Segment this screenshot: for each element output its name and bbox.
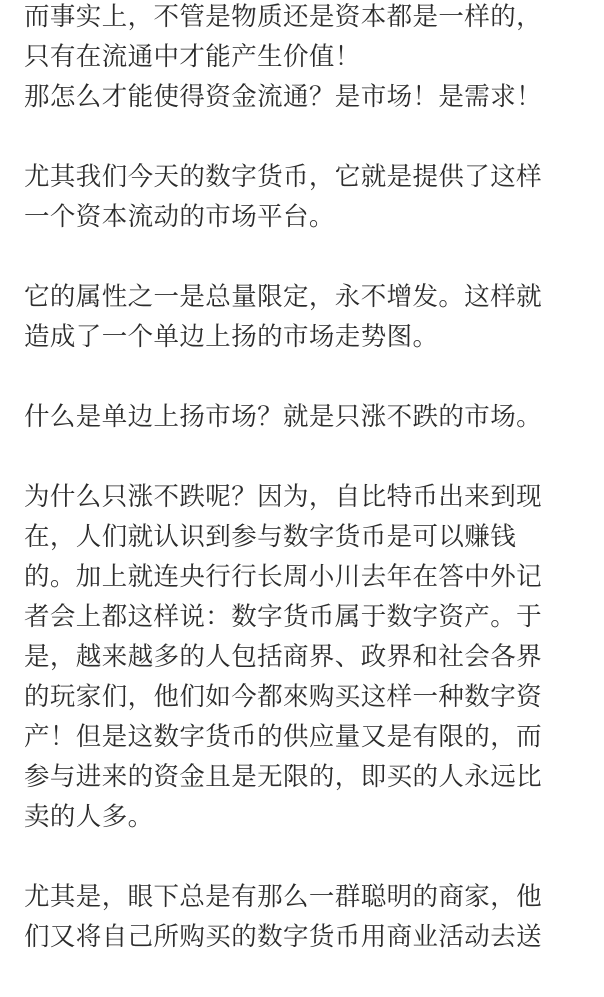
text-line: 在，人们就认识到参与数字货币是可以赚钱 — [24, 522, 517, 552]
paragraph-1 — [24, 0, 586, 117]
article-body — [24, 0, 586, 997]
text-line: 卖的人多。 — [24, 802, 154, 832]
text-line: 们又将自己所购买的数字货币用商业活动去送 — [24, 922, 543, 952]
text-line: 而事实上，不管是物质还是资本都是一样的， — [24, 2, 543, 32]
paragraph-6 — [24, 877, 586, 957]
text-line: 为什么只涨不跌呢？因为，自比特币出来到现 — [24, 482, 543, 512]
text-line: 尤其我们今天的数字货币，它就是提供了这样 — [24, 162, 543, 192]
text-line: 的。加上就连央行行长周小川去年在答中外记 — [24, 562, 543, 592]
text-line: 产！但是这数字货币的供应量又是有限的，而 — [24, 722, 543, 752]
paragraph-5 — [24, 477, 586, 837]
paragraph-3 — [24, 277, 586, 357]
text-line: 者会上都这样说：数字货币属于数字资产。于 — [24, 602, 543, 632]
text-line: 什么是单边上扬市场？就是只涨不跌的市场。 — [24, 402, 543, 432]
text-line: 它的属性之一是总量限定，永不增发。这样就 — [24, 282, 543, 312]
text-line: 尤其是，眼下总是有那么一群聪明的商家，他 — [24, 882, 543, 912]
text-line: 的玩家们，他们如今都來购买这样一种数字资 — [24, 682, 543, 712]
text-line: 一个资本流动的市场平台。 — [24, 202, 335, 232]
text-line: 造成了一个单边上扬的市场走势图。 — [24, 322, 439, 352]
text-line: 是，越来越多的人包括商界、政界和社会各界 — [24, 642, 543, 672]
paragraph-2 — [24, 157, 586, 237]
text-line: 只有在流通中才能产生价值！ — [24, 42, 361, 72]
text-line: 参与进来的资金且是无限的，即买的人永远比 — [24, 762, 543, 792]
paragraph-4 — [24, 397, 586, 437]
text-line: 那怎么才能使得资金流通？是市场！是需求！ — [24, 82, 543, 112]
